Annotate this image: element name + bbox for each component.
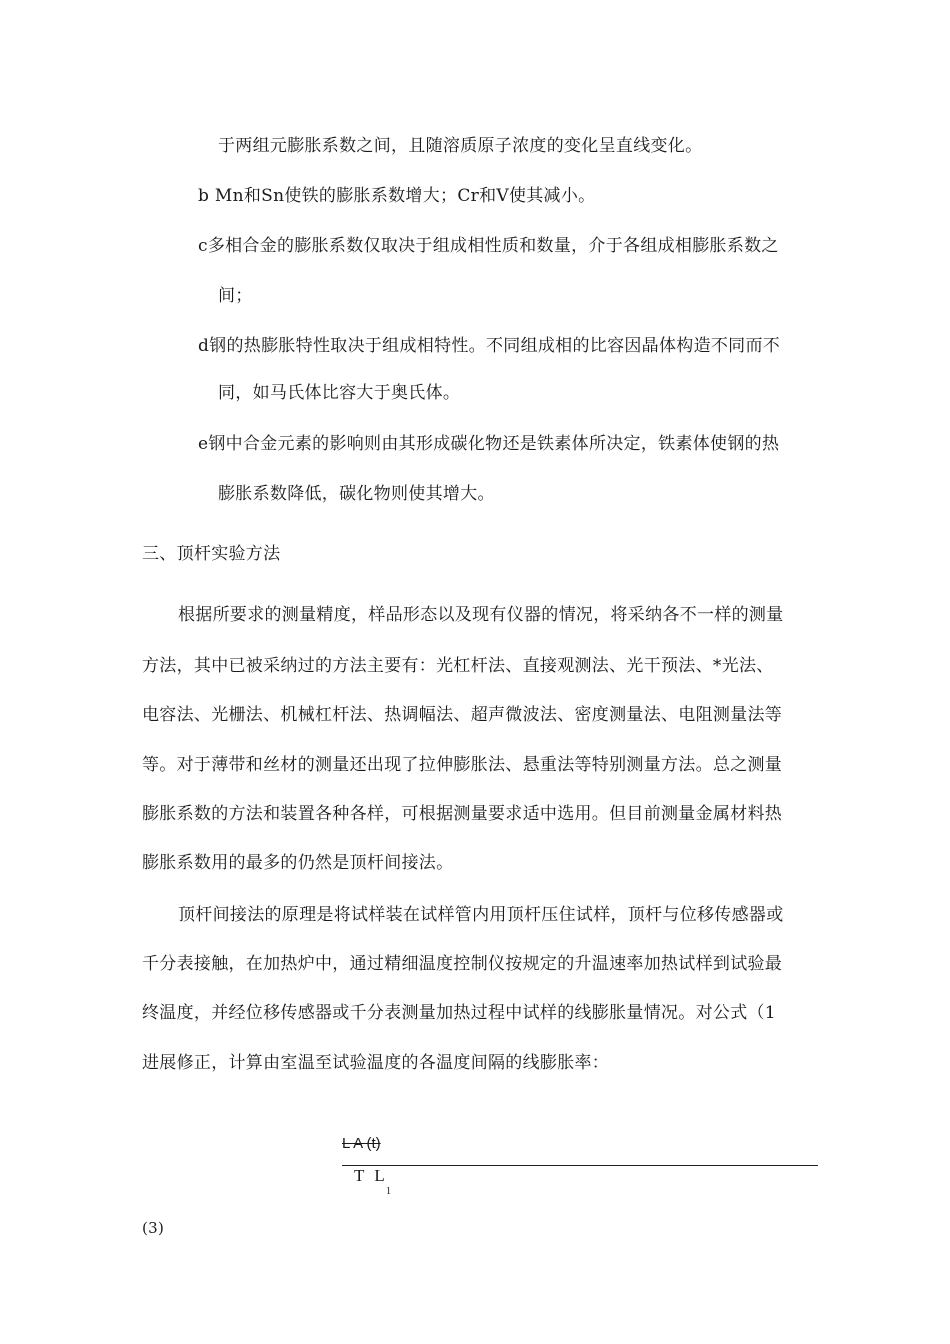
formula-number: (3) — [142, 1219, 165, 1237]
paragraph-1-line-4: 等。对于薄带和丝材的测量还出现了拉伸膨胀法、悬重法等特别测量方法。总之测量 — [142, 755, 783, 775]
paragraph-1-line-3: 电容法、光栅法、机械杠杆法、热调幅法、超声微波法、密度测量法、电阻测量法等 — [142, 705, 783, 725]
list-item-c-line2: 间； — [218, 286, 253, 306]
list-item-b: b Mn和Sn使铁的膨胀系数增大；Cr和V使其减小。 — [198, 186, 596, 206]
list-item-c-line1: c多相合金的膨胀系数仅取决于组成相性质和数量，介于各组成相膨胀系数之 — [198, 236, 779, 256]
fraction-bar — [342, 1165, 818, 1166]
section-heading: 三、顶杆实验方法 — [142, 544, 281, 564]
formula-subscript: 1 — [386, 1186, 391, 1197]
paragraph-1-line-5: 膨胀系数的方法和装置各种各样，可根据测量要求适中选用。但目前测量金属材料热 — [142, 804, 783, 824]
list-item-d-line2: 同，如马氏体比容大于奥氏体。 — [218, 383, 461, 403]
paragraph-1-line-2: 方法，其中已被采纳过的方法主要有：光杠杆法、直接观测法、光干预法、*光法、 — [142, 656, 774, 676]
list-item-e-line2: 膨胀系数降低，碳化物则使其增大。 — [218, 484, 495, 504]
formula-numerator: L A (t) — [342, 1135, 381, 1152]
paragraph-2-line-2: 千分表接触，在加热炉中，通过精细温度控制仪按规定的升温速率加热试样到试验最 — [142, 954, 783, 974]
text-line-alloy-continued: 于两组元膨胀系数之间，且随溶质原子浓度的变化呈直线变化。 — [218, 136, 703, 156]
list-item-d-line1: d钢的热膨胀特性取决于组成相特性。不同组成相的比容因晶体构造不同而不 — [198, 336, 781, 356]
list-item-e-line1: e钢中合金元素的影响则由其形成碳化物还是铁素体所决定，铁素体使钢的热 — [198, 434, 780, 454]
paragraph-2-line-4: 进展修正，计算由室温至试验温度的各温度间隔的线膨胀率： — [142, 1053, 610, 1073]
paragraph-1-line-1: 根据所要求的测量精度，样品形态以及现有仪器的情况，将采纳各不一样的测量 — [178, 605, 784, 625]
paragraph-1-line-6: 膨胀系数用的最多的仍然是顶杆间接法。 — [142, 853, 454, 873]
paragraph-2-line-3: 终温度，并经位移传感器或千分表测量加热过程中试样的线膨胀量情况。对公式（1 — [142, 1003, 776, 1023]
paragraph-2-line-1: 顶杆间接法的原理是将试样装在试样管内用顶杆压住试样，顶杆与位移传感器或 — [178, 905, 784, 925]
formula-denominator: T L — [354, 1166, 388, 1185]
